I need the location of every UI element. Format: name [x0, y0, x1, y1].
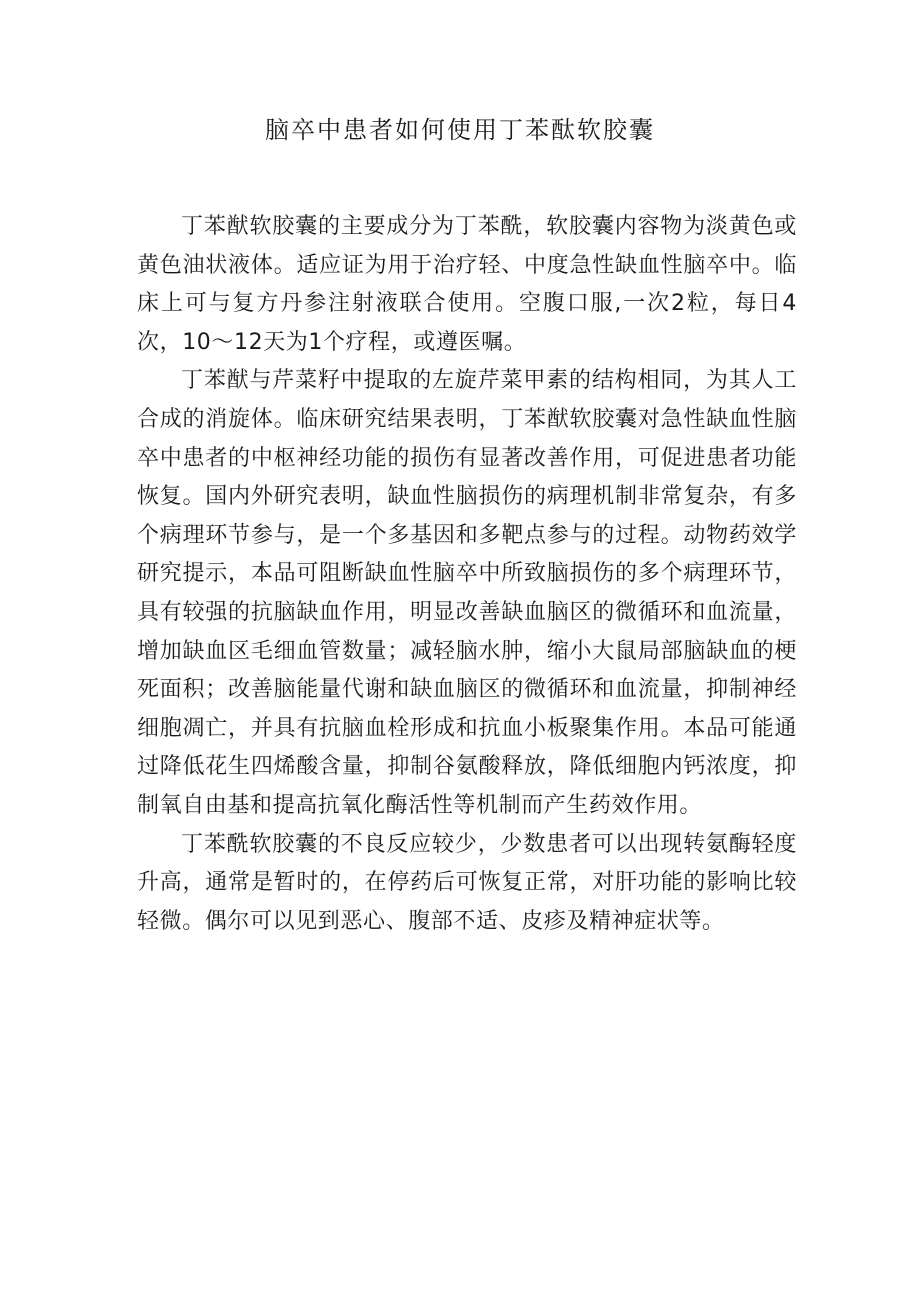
document-title: 脑卒中患者如何使用丁苯酞软胶囊 — [265, 116, 655, 144]
paragraph-composition-usage: 丁苯猷软胶囊的主要成分为丁苯酰，软胶囊内容物为淡黄色或黄色油状液体。适应证为用于治疗轻、中度急性缺血性脑卒中。临床上可与复方丹参注射液联合使用。空腹口服,一次2粒，每日4次，10～12天为1个疗程，或遵医嘱。 — [137, 214, 797, 355]
document-body — [137, 208, 797, 941]
paragraph-adverse-reactions: 丁苯酰软胶囊的不良反应较少，少数患者可以出现转氨酶轻度升高，通常是暂时的，在停药后可恢复正常，对肝功能的影响比较轻微。偶尔可以见到恶心、腹部不适、皮疹及精神症状等。 — [137, 831, 797, 934]
paragraph-mechanism: 丁苯猷与芹菜籽中提取的左旋芹菜甲素的结构相同，为其人工合成的消旋体。临床研究结果表明，丁苯猷软胶囊对急性缺血性脑卒中患者的中枢神经功能的损伤有显著改善作用，可促进患者功能恢复。国内外研究表明，缺血性脑损伤的病理机制非常复杂，有多个病理环节参与，是一个多基因和多靶点参与的过程。动物药效学研究提示，本品可阻断缺血性脑卒中所致脑损伤的多个病理环节，具有较强的抗脑缺血作用，明显改善缺血脑区的微循环和血流量，增加缺血区毛细血管数量；减轻脑水肿，缩小大鼠局部脑缺血的梗死面积；改善脑能量代谢和缺血脑区的微循环和血流量，抑制神经细胞凋亡，并具有抗脑血栓形成和抗血小板聚集作用。本品可能通过降低花生四烯酸含量，抑制谷氨酸释放，降低细胞内钙浓度，抑制氧自由基和提高抗氧化酶活性等机制而产生药效作用。 — [137, 368, 797, 818]
